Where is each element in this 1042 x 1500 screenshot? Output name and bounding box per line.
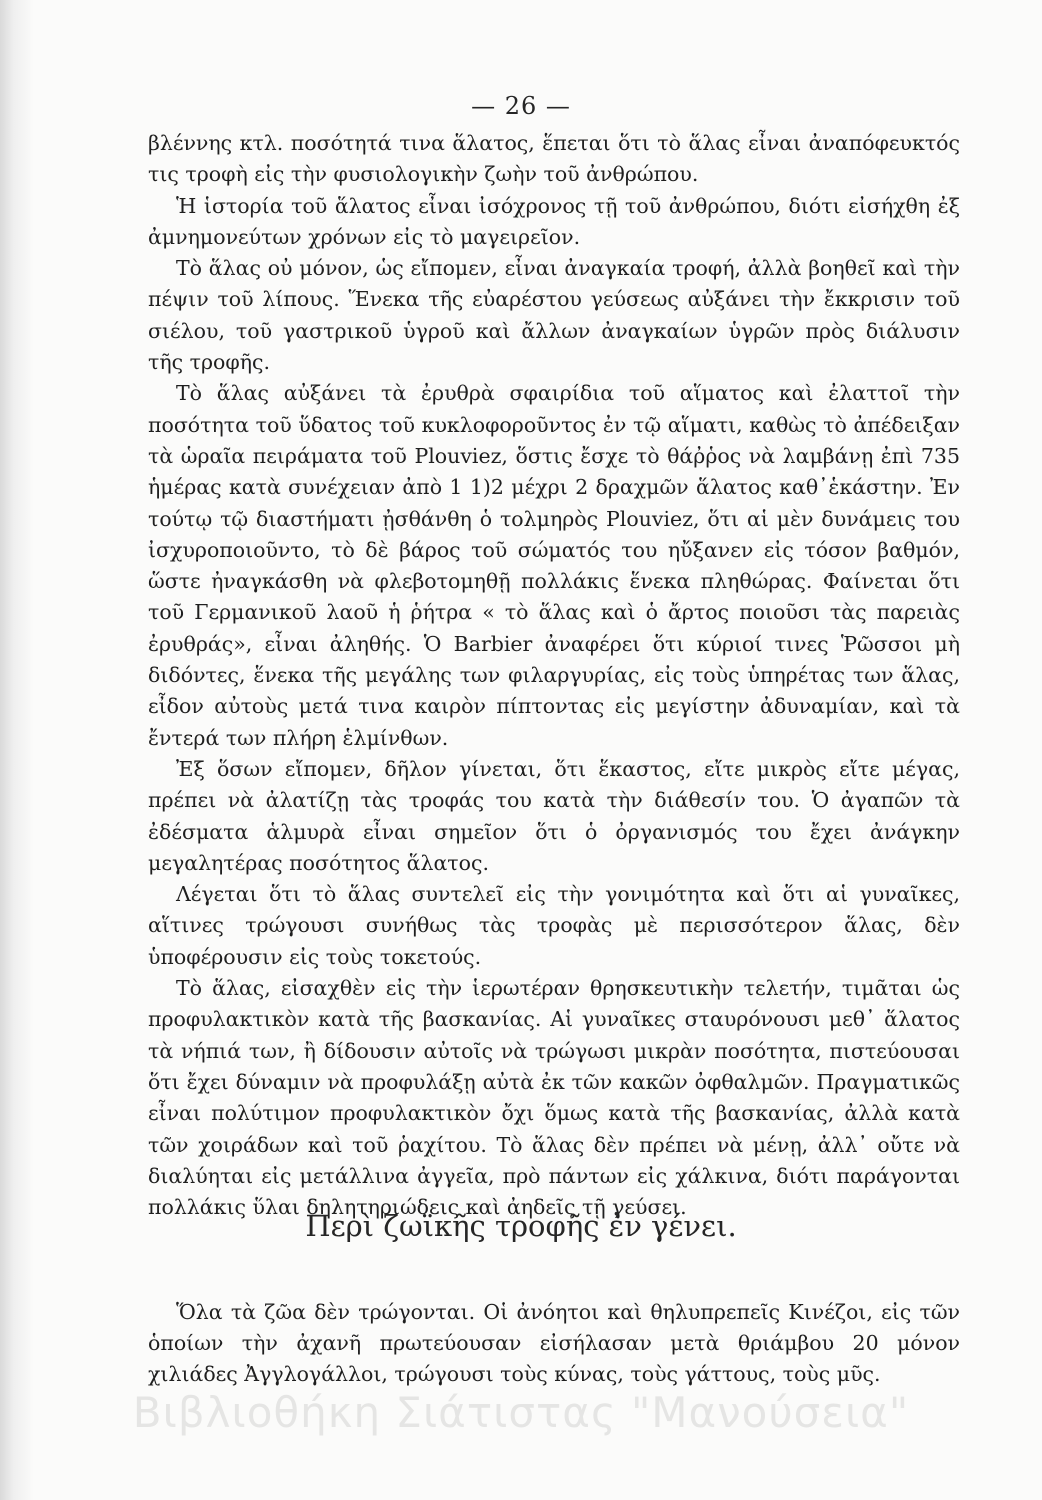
paragraph-1: βλέννης κτλ. ποσότητά τινα ἅλατος, ἕπεται ὅτι τὸ ἅλας εἶναι ἀναπόφευκτός τις τροφὴ εἰς τὴν φυσιολογικὴν ζωὴν τοῦ ἀνθρώπου. xyxy=(148,131,960,187)
paragraph-3: Τὸ ἅλας οὐ μόνον, ὡς εἴπομεν, εἶναι ἀναγκαία τροφή, ἀλλὰ βοηθεῖ καὶ τὴν πέψιν τοῦ λίπους. Ἕνεκα τῆς εὐαρέστου γεύσεως αὐξάνει τὴν ἔκκρισιν τοῦ σιέλου, τοῦ γαστρικοῦ ὑγροῦ καὶ ἄλλων ἀναγκαίων ὑγρῶν πρὸς διάλυσιν τῆς τροφῆς. xyxy=(148,256,960,375)
body-text xyxy=(148,128,960,1223)
binding-shadow xyxy=(0,0,34,1500)
paragraph-4: Τὸ ἅλας αὐξάνει τὰ ἐρυθρὰ σφαιρίδια τοῦ αἵματος καὶ ἐλαττοῖ τὴν ποσότητα τοῦ ὕδατος τοῦ κυκλοφοροῦντος ἐν τῷ αἵματι, καθὼς τὸ ἀπέδειξαν τὰ ὡραῖα πειράματα τοῦ Plouviez, ὅστις ἔσχε τὸ θάῤῥος νὰ λαμβάνῃ ἐπὶ 735 ἡμέρας κατὰ συνέχειαν ἀπὸ 1 1)2 μέχρι 2 δραχμῶν ἅλατος καθ᾽ἑκάστην. Ἐν τούτῳ τῷ διαστήματι ᾐσθάνθη ὁ τολμηρὸς Plouviez, ὅτι αἱ μὲν δυνάμεις του ἰσχυροποιοῦντο, τὸ δὲ βάρος τοῦ σώματός του ηὔξανεν εἰς τόσον βαθμόν, ὥστε ἠναγκάσθη νὰ φλεβοτομηθῇ πολλάκις ἕνεκα πληθώρας. Φαίνεται ὅτι τοῦ Γερμανικοῦ λαοῦ ἡ ῥήτρα « τὸ ἅλας καὶ ὁ ἄρτος ποιοῦσι τὰς παρειὰς ἐρυθράς», εἶναι ἀληθής. Ὁ Barbier ἀναφέρει ὅτι κύριοί τινες Ῥῶσσοι μὴ διδόντες, ἕνεκα τῆς μεγάλης των φιλαργυρίας, εἰς τοὺς ὑπηρέτας των ἅλας, εἶδον αὐτοὺς μετά τινα καιρὸν πίπτοντας εἰς μεγίστην ἀδυναμίαν, καὶ τὰ ἔντερά των πλήρη ἑλμίνθων. xyxy=(148,381,960,750)
paragraph-6: Λέγεται ὅτι τὸ ἅλας συντελεῖ εἰς τὴν γονιμότητα καὶ ὅτι αἱ γυναῖκες, αἵτινες τρώγουσι συνήθως τὰς τροφὰς μὲ περισσότερον ἅλας, δὲν ὑποφέρουσιν εἰς τοὺς τοκετούς. xyxy=(148,882,960,969)
paragraph-5: Ἐξ ὅσων εἴπομεν, δῆλον γίνεται, ὅτι ἕκαστος, εἴτε μικρὸς εἴτε μέγας, πρέπει νὰ ἀλατίζῃ τὰς τροφάς του κατὰ τὴν διάθεσίν του. Ὁ ἀγαπῶν τὰ ἐδέσματα ἁλμυρὰ εἶναι σημεῖον ὅτι ὁ ὀργανισμός του ἔχει ἀνάγκην μεγαλητέρας ποσότητος ἅλατος. xyxy=(148,756,960,875)
section-paragraph: Ὅλα τὰ ζῶα δὲν τρώγονται. Οἱ ἀνόητοι καὶ θηλυπρεπεῖς Κινέζοι, εἰς τῶν ὁποίων τὴν ἀχανῆ πρωτεύουσαν εἰσήλασαν μετὰ θριάμβου 20 μόνον χιλιάδες Ἀγγλογάλλοι, τρώγουσι τοὺς κύνας, τοὺς γάττους, τοὺς μῦς. xyxy=(148,1299,960,1387)
paragraph-2: Ἡ ἱστορία τοῦ ἅλατος εἶναι ἰσόχρονος τῇ τοῦ ἀνθρώπου, διότι εἰσήχθη ἐξ ἀμνημονεύτων χρόνων εἰς τὸ μαγειρεῖον. xyxy=(148,193,960,249)
page-number: — 26 — xyxy=(471,92,571,120)
library-watermark: Βιβλιοθήκη Σιάτιστας "Μανούσεια" xyxy=(132,1388,910,1437)
paragraph-7: Τὸ ἅλας, εἰσαχθὲν εἰς τὴν ἱερωτέραν θρησκευτικὴν τελετήν, τιμᾶται ὡς προφυλακτικὸν κατὰ τῆς βασκανίας. Αἱ γυναῖκες σταυρόνουσι μεθ᾽ ἅλατος τὰ νήπιά των, ἢ δίδουσιν αὐτοῖς νὰ τρώγωσι μικρὰν ποσότητα, πιστεύουσαι ὅτι ἔχει δύναμιν νὰ προφυλάξῃ αὐτὰ ἐκ τῶν κακῶν ὀφθαλμῶν. Πραγματικῶς εἶναι πολύτιμον προφυλακτικὸν ὄχι ὅμως κατὰ τῆς βασκανίας, ἀλλὰ κατὰ τῶν χοιράδων καὶ τοῦ ῥαχίτου. Τὸ ἅλας δὲν πρέπει νὰ μένῃ, ἀλλ᾽ οὔτε νὰ διαλύηται εἰς μετάλλινα ἀγγεῖα, πρὸ πάντων εἰς χάλκινα, διότι παράγονται πολλάκις ὕλαι δηλητηριώδεις καὶ ἀηδεῖς τῇ γεύσει. xyxy=(148,976,960,1220)
section-heading: Περὶ ζωϊκῆς τροφῆς ἐν γένει. xyxy=(305,1209,737,1243)
